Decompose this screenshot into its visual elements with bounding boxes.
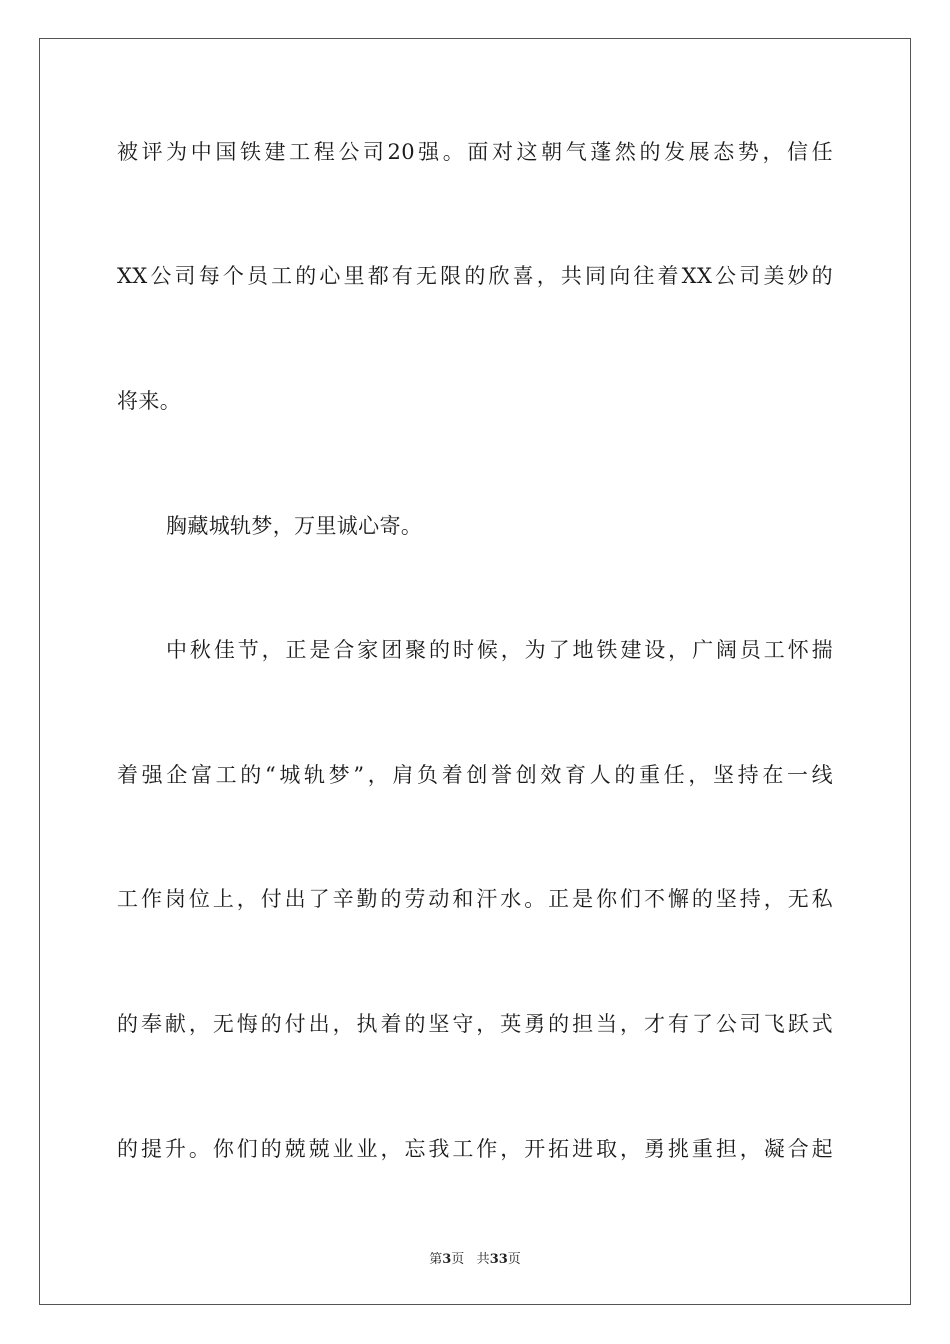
page-footer xyxy=(0,1248,950,1267)
body-line-8: 的奉献，无悔的付出，执着的坚守，英勇的担当，才有了公司飞跃式 xyxy=(117,1012,833,1036)
body-line-1: 被评为中国铁建工程公司20强。面对这朝气蓬然的发展态势，信任 xyxy=(117,140,833,164)
body-line-3: 将来。 xyxy=(117,389,182,413)
paragraph-heading-line: 胸藏城轨梦，万里诚心寄。 xyxy=(166,514,423,538)
footer-page-number: 3 xyxy=(442,1252,452,1267)
page-border xyxy=(39,38,911,1305)
footer-page-suffix: 页 xyxy=(451,1252,465,1267)
footer-total-suffix: 页 xyxy=(507,1252,521,1267)
body-line-6: 着强企富工的“城轨梦”，肩负着创誉创效育人的重任，坚持在一线 xyxy=(117,763,833,787)
body-line-5: 中秋佳节，正是合家团聚的时候，为了地铁建设，广阔员工怀揣 xyxy=(166,638,833,662)
body-line-2: XX公司每个员工的心里都有无限的欣喜，共同向往着XX公司美妙的 xyxy=(117,264,833,288)
body-line-7: 工作岗位上，付出了辛勤的劳动和汗水。正是你们不懈的坚持，无私 xyxy=(117,887,833,911)
body-line-9: 的提升。你们的兢兢业业，忘我工作，开拓进取，勇挑重担，凝合起 xyxy=(117,1137,833,1161)
footer-total-prefix: 共 xyxy=(476,1252,490,1267)
footer-total-pages: 33 xyxy=(489,1252,508,1267)
footer-page-prefix: 第 xyxy=(429,1252,443,1267)
